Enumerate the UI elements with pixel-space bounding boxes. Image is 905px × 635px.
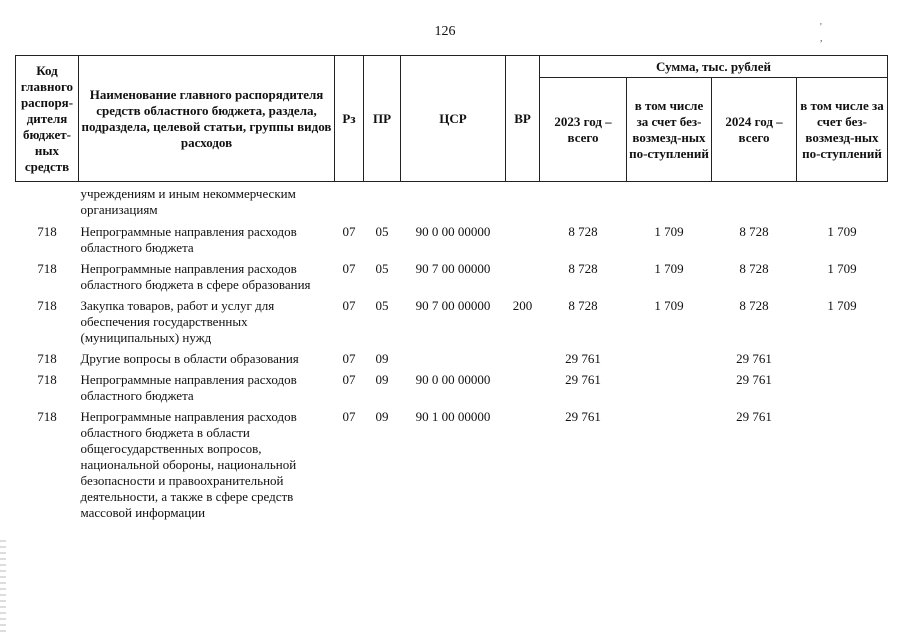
header-csr: ЦСР xyxy=(401,56,506,182)
cell-pr: 05 xyxy=(375,298,389,313)
cell-vr xyxy=(506,349,540,370)
cell-2024-free xyxy=(797,407,888,524)
cell-name: Непрограммные направления расходов областного бюджета в области общегосударственных вопросов, национальной обороны, национальной безопасности и правоохранительной деятельности, а также в сфере средств массовой информации xyxy=(80,409,297,520)
cell-2023-total: 8 728 xyxy=(568,261,598,276)
cell-vr xyxy=(506,222,540,259)
cell-2023-free: 1 709 xyxy=(654,224,684,239)
cell-rz: 07 xyxy=(342,261,356,276)
cell-name: Закупка товаров, работ и услуг для обеспечения государственных (муниципальных) нужд xyxy=(80,298,275,345)
cell-vr xyxy=(506,370,540,407)
cell-pr: 05 xyxy=(375,224,389,239)
cell-2023-free: 1 709 xyxy=(654,298,684,313)
cell-pr: 09 xyxy=(375,372,389,387)
header-rz: Рз xyxy=(335,56,364,182)
cell-name: Непрограммные направления расходов областного бюджета xyxy=(80,224,297,255)
cell-2024-total: 8 728 xyxy=(739,298,769,313)
cell-2024-free xyxy=(797,370,888,407)
header-2024-free: в том числе за счет без-возмезд-ных по-ступлений xyxy=(797,78,888,182)
cell-rz: 07 xyxy=(342,224,356,239)
cell-csr: 90 1 00 00000 xyxy=(415,409,491,424)
table-row xyxy=(16,222,888,259)
cell-2024-free: 1 709 xyxy=(827,261,857,276)
continuation-text: учреждениям и иным некоммерческим организациям xyxy=(80,186,296,217)
scan-marks: ' , xyxy=(820,22,853,44)
cell-name: Непрограммные направления расходов областного бюджета xyxy=(80,372,297,403)
cell-2023-total: 29 761 xyxy=(565,372,601,387)
table-row xyxy=(16,407,888,524)
cell-2024-total: 8 728 xyxy=(739,261,769,276)
cell-code: 718 xyxy=(37,298,57,313)
cell-2023-total: 8 728 xyxy=(568,224,598,239)
cell-rz: 07 xyxy=(342,351,356,366)
cell-rz: 07 xyxy=(342,409,356,424)
cell-2024-free: 1 709 xyxy=(827,224,857,239)
cell-vr: 200 xyxy=(512,298,533,313)
cell-2024-total: 29 761 xyxy=(736,351,772,366)
cell-csr: 90 0 00 00000 xyxy=(415,224,491,239)
cell-vr xyxy=(506,407,540,524)
cell-csr: 90 7 00 00000 xyxy=(415,261,491,276)
continuation-row xyxy=(16,182,888,223)
page-number: 126 xyxy=(434,24,456,39)
cell-csr xyxy=(401,349,506,370)
cell-2024-total: 8 728 xyxy=(739,224,769,239)
budget-table xyxy=(15,55,888,524)
cell-2023-free xyxy=(627,370,712,407)
cell-code: 718 xyxy=(37,372,57,387)
cell-2024-free: 1 709 xyxy=(827,298,857,313)
cell-name: Непрограммные направления расходов областного бюджета в сфере образования xyxy=(80,261,311,292)
cell-2023-total: 8 728 xyxy=(568,298,598,313)
header-code: Код главного распоря-дителя бюджет-ных средств xyxy=(16,56,79,182)
header-2023-total: 2023 год – всего xyxy=(540,78,627,182)
cell-code: 718 xyxy=(37,224,57,239)
cell-2023-free xyxy=(627,407,712,524)
table-row xyxy=(16,259,888,296)
cell-2023-free: 1 709 xyxy=(654,261,684,276)
cell-name: Другие вопросы в области образования xyxy=(80,351,299,366)
cell-2023-total: 29 761 xyxy=(565,351,601,366)
table-row xyxy=(16,370,888,407)
cell-pr: 09 xyxy=(375,351,389,366)
cell-2024-total: 29 761 xyxy=(736,372,772,387)
cell-2024-free xyxy=(797,349,888,370)
cell-code: 718 xyxy=(37,351,57,366)
header-name: Наименование главного распорядителя средств областного бюджета, раздела, подраздела, целевой статьи, группы видов расходов xyxy=(79,56,335,182)
cell-code: 718 xyxy=(37,409,57,424)
header-2024-total: 2024 год – всего xyxy=(712,78,797,182)
cell-vr xyxy=(506,259,540,296)
cell-2023-free xyxy=(627,349,712,370)
cell-pr: 05 xyxy=(375,261,389,276)
cell-pr: 09 xyxy=(375,409,389,424)
table-row xyxy=(16,296,888,349)
cell-2023-total: 29 761 xyxy=(565,409,601,424)
cell-csr: 90 0 00 00000 xyxy=(415,372,491,387)
header-pr: ПР xyxy=(364,56,401,182)
header-vr: ВР xyxy=(506,56,540,182)
cell-rz: 07 xyxy=(342,298,356,313)
scan-edge-artifact xyxy=(0,540,6,635)
cell-csr: 90 7 00 00000 xyxy=(415,298,491,313)
cell-code: 718 xyxy=(37,261,57,276)
cell-rz: 07 xyxy=(342,372,356,387)
cell-2024-total: 29 761 xyxy=(736,409,772,424)
header-2023-free: в том числе за счет без-возмезд-ных по-ступлений xyxy=(627,78,712,182)
table-row xyxy=(16,349,888,370)
header-sum-group: Сумма, тыс. рублей xyxy=(540,56,888,78)
